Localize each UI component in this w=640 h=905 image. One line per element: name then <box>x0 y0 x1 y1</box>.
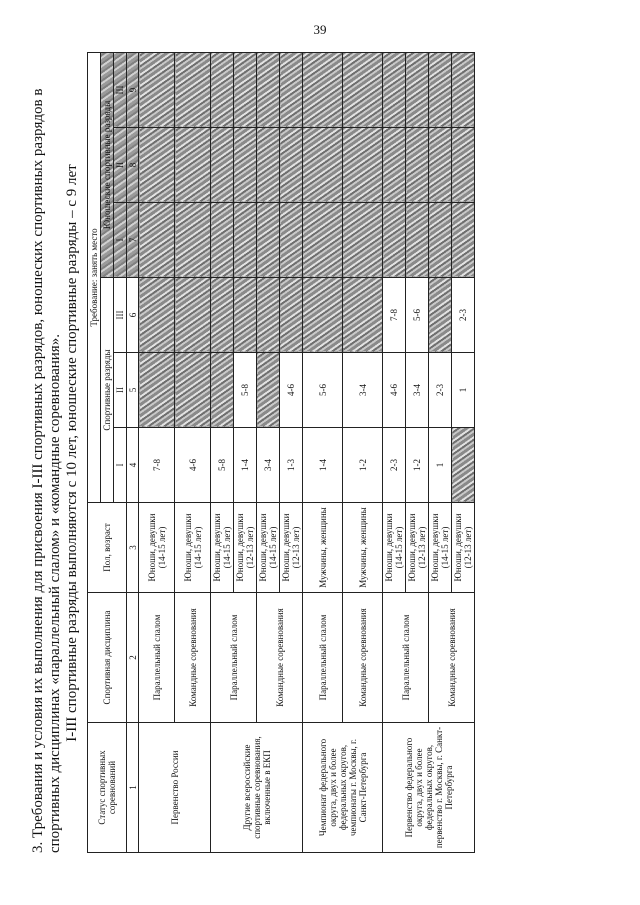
gender-cell: Юноши, девушки (14-15 лет) <box>429 502 452 592</box>
value-cell: 5-8 <box>211 427 234 502</box>
gender-cell: Юноши, девушки (14-15 лет) <box>211 502 234 592</box>
value-cell: 5-6 <box>406 277 429 352</box>
value-cell: 1 <box>429 427 452 502</box>
rank-label: II <box>114 127 127 202</box>
col-number: 7 <box>127 202 139 277</box>
page-number: 39 <box>313 22 327 37</box>
value-cell: 4-6 <box>175 427 211 502</box>
header-status: Статус спортивных соревнований <box>88 722 127 852</box>
status-cell: Другие всероссийские спортивные соревнования, включенные в ЕКП <box>211 722 303 852</box>
value-cell: 1-2 <box>406 427 429 502</box>
discipline-cell: Командные соревнования <box>343 592 383 722</box>
discipline-cell: Командные соревнования <box>257 592 303 722</box>
gender-cell: Юноши, девушки (14-15 лет) <box>383 502 406 592</box>
rank-label: II <box>114 352 127 427</box>
rank-label: I <box>114 202 127 277</box>
gender-cell: Мужчины, женщины <box>303 502 343 592</box>
gender-cell: Юноши, девушки (14-15 лет) <box>139 502 175 592</box>
heading-line-1: 3. Требования и условия их выполнения для присвоения I-III спортивных разрядов, юношеских спортивных разрядов в <box>30 88 46 853</box>
requirements-table <box>87 51 475 852</box>
value-cell: 3-4 <box>343 352 383 427</box>
value-cell: 7-8 <box>383 277 406 352</box>
value-cell: 2-3 <box>383 427 406 502</box>
header-sport-ranks: Спортивные разряды <box>101 277 114 502</box>
status-cell: Первенство федерального округа, двух и более федеральных округов, первенство г. Москвы, г. Санкт-Петербурга <box>383 722 475 852</box>
header-youth-ranks: Юношеские спортивные разряды <box>101 52 114 277</box>
status-cell: Первенство России <box>139 722 211 852</box>
header-requirement: Требование: занять место <box>88 52 101 502</box>
value-cell: 1-4 <box>234 427 257 502</box>
rank-label: III <box>114 277 127 352</box>
header-gender: Пол, возраст <box>88 502 127 592</box>
rank-label: III <box>114 52 127 127</box>
value-cell: 7-8 <box>139 427 175 502</box>
gender-cell: Юноши, девушки (14-15 лет) <box>257 502 280 592</box>
gender-cell: Юноши, девушки (12-13 лет) <box>452 502 475 592</box>
value-cell: 5-6 <box>303 352 343 427</box>
col-number: 3 <box>127 502 139 592</box>
value-cell: 4-6 <box>383 352 406 427</box>
value-cell: 5-8 <box>234 352 257 427</box>
heading-line-3: I-III спортивные разряды выполняются с 10 лет, юношеские спортивные разряды – с 9 лет <box>64 163 80 742</box>
heading-line-2: спортивных дисциплинах «параллельный слалом» и «командные соревнования». <box>47 333 63 853</box>
value-cell: 4-6 <box>280 352 303 427</box>
value-cell: 2-3 <box>452 277 475 352</box>
discipline-cell: Параллельный слалом <box>139 592 175 722</box>
discipline-cell: Командные соревнования <box>429 592 475 722</box>
value-cell: 1 <box>452 352 475 427</box>
col-number: 9 <box>127 52 139 127</box>
value-cell: 1-3 <box>280 427 303 502</box>
rank-label: I <box>114 427 127 502</box>
value-cell: 3-4 <box>257 427 280 502</box>
col-number: 4 <box>127 427 139 502</box>
gender-cell: Юноши, девушки (12-13 лет) <box>280 502 303 592</box>
status-cell: Чемпионат федерального округа, двух и более федеральных округов, чемпионаты г. Москвы, г. Санкт-Петербурга <box>303 722 383 852</box>
col-number: 2 <box>127 592 139 722</box>
col-number: 1 <box>127 722 139 852</box>
col-number: 5 <box>127 352 139 427</box>
discipline-cell: Командные соревнования <box>175 592 211 722</box>
value-cell: 1-4 <box>303 427 343 502</box>
gender-cell: Юноши, девушки (12-13 лет) <box>234 502 257 592</box>
rotated-content <box>30 53 610 853</box>
value-cell: 1-2 <box>343 427 383 502</box>
gender-cell: Мужчины, женщины <box>343 502 383 592</box>
col-number: 6 <box>127 277 139 352</box>
value-cell: 2-3 <box>429 352 452 427</box>
gender-cell: Юноши, девушки (14-15 лет) <box>175 502 211 592</box>
header-discipline: Спортивная дисциплина <box>88 592 127 722</box>
gender-cell: Юноши, девушки (12-13 лет) <box>406 502 429 592</box>
col-number: 8 <box>127 127 139 202</box>
discipline-cell: Параллельный слалом <box>303 592 343 722</box>
discipline-cell: Параллельный слалом <box>383 592 429 722</box>
value-cell: 3-4 <box>406 352 429 427</box>
discipline-cell: Параллельный слалом <box>211 592 257 722</box>
